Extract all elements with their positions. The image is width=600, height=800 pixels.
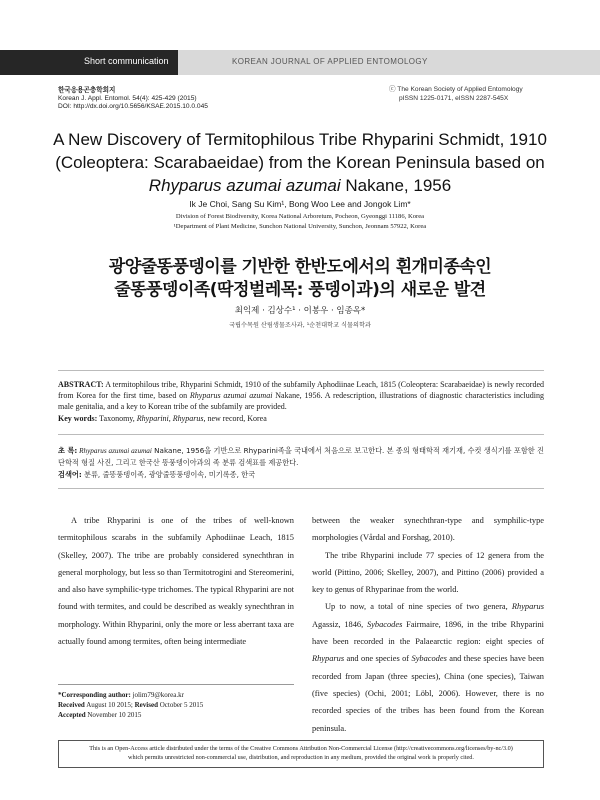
issn: pISSN 1225-0171, eISSN 2287-545X: [399, 94, 509, 102]
section-label: Short communication: [84, 56, 169, 66]
received-revised: [58, 700, 294, 710]
body-paragraph: between the weaker synechthran-type and symphilic-type morphologies (Vårdal and Forshag, 2010).: [312, 516, 544, 543]
keyword-rhyparus: Rhyparus: [172, 414, 204, 423]
korean-abstract-text: Nakane, 1956을 기반으로 Rhyparini족을 국내에서 처음으로 보고한다. 본 종의 형태학적 재기재, 수컷 생식기를 포함한 진단학적 형질 사진, 그리고 한국산 똥풍뎅이아과의 족 분류 검색표를 제공한다.: [58, 446, 544, 467]
korean-keywords-label: 검색어:: [58, 470, 82, 479]
copyright: ⓒ The Korean Society of Applied Entomology: [389, 86, 523, 93]
title-author-year: Nakane, 1956: [340, 176, 452, 195]
divider-mid: [58, 434, 544, 435]
received-date: August 10 2015;: [84, 701, 135, 709]
title-line-3: [40, 174, 560, 197]
keyword-rhyparini: Rhyparini: [136, 414, 169, 423]
korean-keywords: [58, 470, 544, 480]
title-line-2: (Coleoptera: Scarabaeidae) from the Korean Peninsula based on: [55, 153, 545, 172]
body-paragraph: A tribe Rhyparini is one of the tribes of well-known termitophilous scarabs in the subfamily Aphodiinae Leach, 1815 (Skelley, 2007). The tribe are probably considered synechthran in general morphology, but less so than Termitotrogini and Stereomerini, and also have symphilic-type trichomes. The typical Rhyparini are not found with termites, and could be described as weakly synechthran in morphology. Within Rhyparini, only the more or less aberrant taxa are actually found among termites, often being intermediate: [58, 516, 294, 647]
genus-name: Sybacodes: [411, 654, 447, 664]
license-box: [58, 740, 544, 768]
journal-name: KOREAN JOURNAL OF APPLIED ENTOMOLOGY: [232, 57, 428, 66]
korean-abstract: [58, 445, 544, 469]
korean-journal-name: 한국응용곤충학회지: [58, 86, 116, 94]
keywords-text-2: , new record, Korea: [203, 414, 267, 423]
abstract-text: A termitophilous tribe, Rhyparini Schmidt, 1910 of the subfamily Aphodiinae Leach, 1815 (Coleoptera: Scarabaeidae) is newly recorded from Korea for the first time, based on: [58, 380, 544, 400]
text-run: and these species have been recorded from Japan (three species), China (one species), Taiwan (five species) (Ochi, 2001; Löbl, 2006). However, there is no recorded species of the tribes has been found from the Korean peninsula.: [312, 654, 544, 733]
doi-link[interactable]: DOI: http://dx.doi.org/10.5656/KSAE.2015.10.0.045: [58, 103, 208, 111]
korean-affiliations: 국립수목원 산림생물조사과, ¹순천대학교 식물의학과: [229, 322, 371, 329]
divider-top: [58, 370, 544, 371]
keywords: [58, 414, 544, 423]
correspondence-note: [58, 684, 294, 720]
keywords-text: Taxonomy,: [97, 414, 137, 423]
abstract-species: Rhyparus azumai azumai: [189, 391, 273, 400]
corresponding-label: *Corresponding author:: [58, 691, 131, 699]
text-run: Up to now, a total of nine species of two genera,: [325, 602, 512, 612]
body-paragraph: The tribe Rhyparini include 77 species of 12 genera from the world (Pittino, 2006; Skelley, 2007), and Pittino (2006) provided a key to genus of Rhyparinae from the world.: [312, 550, 544, 595]
divider-bottom: [58, 488, 544, 489]
korean-keywords-text: 분류, 줄똥풍뎅이족, 광양줄똥풍뎅이속, 미기록종, 한국: [81, 470, 256, 479]
revised-label: Revised: [134, 701, 158, 709]
corresponding-author: [58, 690, 294, 700]
accepted-label: Accepted: [58, 711, 86, 719]
affiliations: [60, 212, 540, 232]
text-run: Fairmaire, 1896, in the tribe Rhyparini have been recorded in the Palaearctic region: eight species of: [312, 619, 544, 647]
genus-name: Sybacodes: [366, 619, 403, 629]
title-species: Rhyparus azumai azumai: [148, 176, 341, 195]
korean-author-list: 최익제 · 김상수¹ · 이봉우 · 임종옥*: [234, 306, 366, 316]
keywords-sep: ,: [168, 414, 173, 423]
revised-date: October 5 2015: [157, 701, 204, 709]
citation-block: [58, 86, 208, 112]
affiliation-1: Division of Forest Biodiversity, Korea National Arboretum, Pocheon, Gyeonggi 11186, Korea: [175, 213, 425, 220]
korean-title: [40, 256, 560, 302]
title-line-1: A New Discovery of Termitophilous Tribe Rhyparini Schmidt, 1910: [53, 130, 547, 149]
article-title: [40, 128, 560, 197]
korean-title-line-1: 광양줄똥풍뎅이를 기반한 한반도에서의 흰개미종속인: [108, 257, 492, 277]
corresponding-email[interactable]: jolim79@korea.kr: [130, 691, 184, 699]
abstract: [58, 379, 544, 412]
license-line-2: which permits unrestricted non-commercial use, distribution, and reproduction in any medium, provided the original work is properly cited.: [128, 754, 474, 761]
body-column-1: [58, 512, 294, 650]
body-paragraph: [312, 598, 544, 736]
received-label: Received: [58, 701, 85, 709]
abstract-text-2: Nakane, 1956. A redescription, illustrations of diagnostic characteristics including male genitalia, and a key to Korean tribe of the subfamily are provided.: [58, 391, 545, 411]
korean-abstract-species: Rhyparus azumai azumai: [77, 447, 152, 455]
genus-name: Rhyparus: [312, 654, 345, 664]
genus-name: Rhyparus: [511, 602, 544, 612]
author-list: Ik Je Choi, Sang Su Kim¹, Bong Woo Lee and Jongok Lim*: [189, 199, 411, 209]
abstract-label: ABSTRACT:: [58, 380, 104, 389]
affiliation-2: ¹Department of Plant Medicine, Sunchon National University, Sunchon, Jeonnam 57922, Korea: [173, 223, 427, 230]
text-run: and one species of: [344, 654, 412, 664]
body-column-2: [312, 512, 544, 737]
license-line-1: This is an Open-Access article distributed under the terms of the Creative Commons Attribution Non-Commercial License (http://creativecommons.org/licenses/by-nc/3.0): [89, 745, 513, 752]
accepted-date: November 10 2015: [85, 711, 142, 719]
korean-abstract-label: 초 록:: [58, 446, 78, 455]
korean-title-line-2: 줄똥풍뎅이족(딱정벌레목: 풍뎅이과)의 새로운 발견: [114, 280, 486, 300]
citation: Korean J. Appl. Entomol. 54(4): 425-429 (2015): [58, 94, 197, 102]
copyright-block: [389, 86, 523, 103]
keywords-label: Key words:: [58, 414, 98, 423]
text-run: Agassiz, 1846,: [312, 619, 367, 629]
accepted: [58, 710, 294, 720]
